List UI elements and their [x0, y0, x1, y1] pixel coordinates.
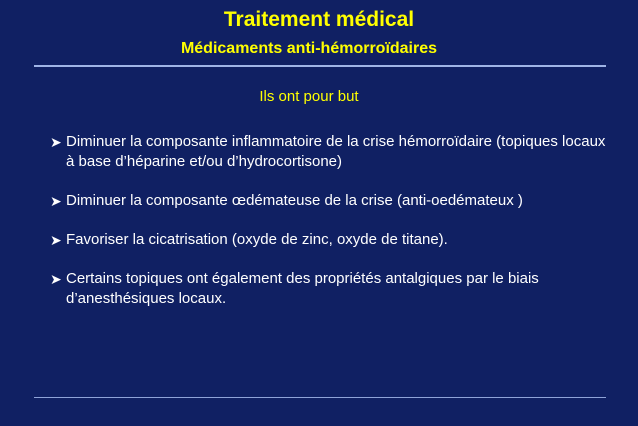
slide-title: Traitement médical [223, 8, 415, 31]
bullet-text: Diminuer la composante œdémateuse de la crise (anti-oedémateux ) [66, 192, 523, 209]
arrow-right-icon: ➤ [50, 232, 62, 248]
arrow-right-icon: ➤ [50, 193, 62, 209]
bullet-list [50, 132, 610, 328]
top-divider [34, 65, 606, 67]
list-item [50, 191, 610, 211]
list-item [50, 269, 610, 309]
intro-text: Ils ont pour but [259, 88, 359, 105]
bottom-divider [34, 397, 606, 398]
bullet-text: Certains topiques ont également des propriétés antalgiques par le biais d’anesthésiques locaux. [66, 270, 539, 307]
slide-subtitle: Médicaments anti-hémorroïdaires [180, 40, 438, 57]
list-item [50, 230, 610, 250]
bullet-text: Diminuer la composante inflammatoire de la crise hémorroïdaire (topiques locaux à base d’héparine et/ou d’hydrocortisone) [66, 133, 606, 170]
bullet-text: Favoriser la cicatrisation (oxyde de zinc, oxyde de titane). [66, 231, 448, 248]
arrow-right-icon: ➤ [50, 271, 62, 287]
arrow-right-icon: ➤ [50, 134, 62, 150]
list-item [50, 132, 610, 172]
